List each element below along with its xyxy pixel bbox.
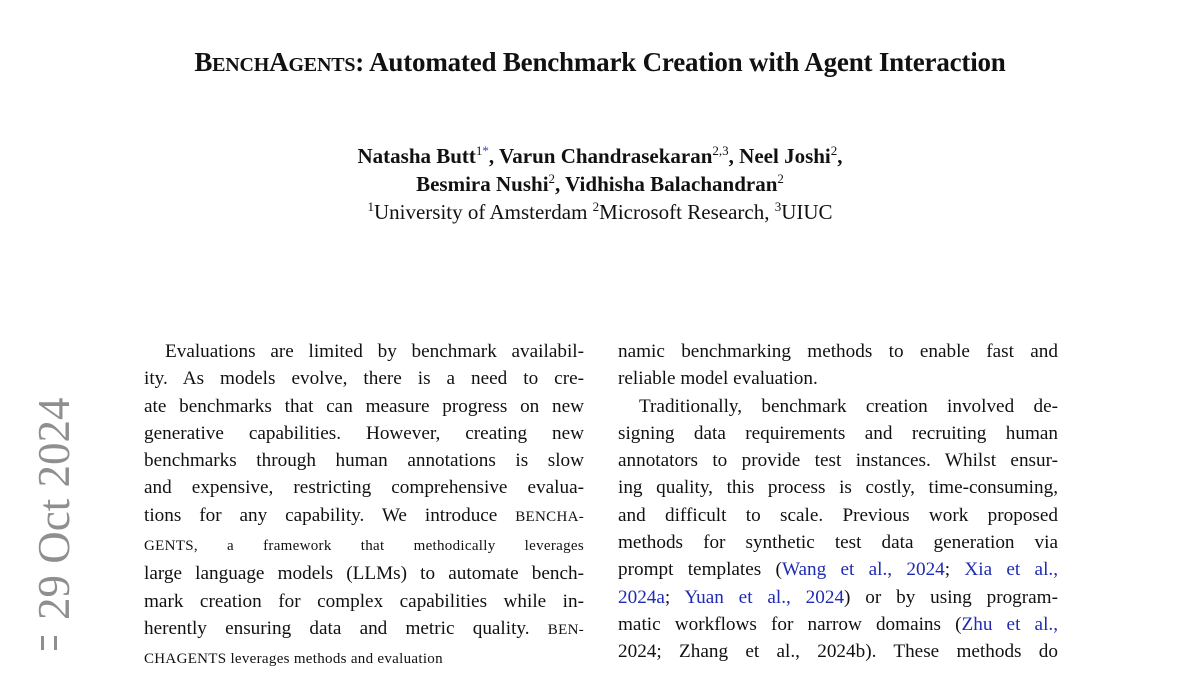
citation-link[interactable]: Yuan et al., 2024 — [684, 586, 845, 608]
text-line: matic workflows for narrow domains (Zhu et al., — [618, 613, 1058, 635]
text-line: GENTS, a framework that methodically leverages — [144, 538, 584, 555]
system-name: BEN- — [547, 621, 584, 638]
text-line: ate benchmarks that can measure progress on new — [144, 395, 584, 417]
citation-link[interactable]: 2024a — [618, 586, 665, 608]
author-name: Vidhisha Balachandran — [565, 172, 778, 196]
text-line: ity. As models evolve, there is a need to cre- — [144, 368, 584, 390]
text-line: annotators to provide test instances. Whilst ensur- — [618, 450, 1058, 472]
text-line: generative capabilities. However, creating new — [144, 422, 584, 444]
abstract-column-left — [144, 338, 584, 674]
author-line-2: Besmira Nushi$^2$, Vidhisha Balachandran$^2$ — [416, 171, 784, 196]
arxiv-date-stamp: 29 Oct 2024 — [29, 397, 79, 620]
text-line: and difficult to scale. Previous work proposed — [618, 504, 1058, 526]
text-line: Traditionally, benchmark creation involved de- — [639, 395, 1058, 417]
text-line: benchmarks through human annotations is slow — [144, 450, 584, 472]
text-line: large language models (LLMs) to automate bench- — [144, 563, 584, 585]
text-line: CHAGENTS leverages methods and evaluation — [144, 651, 443, 668]
text-line: methods for synthetic test data generation via — [618, 532, 1058, 554]
author-name: Varun Chandrasekaran — [499, 144, 713, 168]
citation-link[interactable]: Zhu et al., — [961, 613, 1058, 635]
citation-link[interactable]: Xia et al., — [964, 559, 1058, 581]
author-line-1: Natasha Butt$^{1*}$, Varun Chandrasekaran$^{2,3}$, Neel Joshi$^2$, — [357, 143, 843, 168]
citation-link[interactable]: Wang et al., 2024 — [781, 559, 945, 581]
text-line: ing quality, this process is costly, time-consuming, — [618, 477, 1058, 499]
paper-title: BENCHAGENTS: Automated Benchmark Creation with Agent Interaction — [194, 47, 1006, 77]
text-line: reliable model evaluation. — [618, 368, 818, 390]
system-name: BENCHA- — [515, 508, 584, 525]
text-line: herently ensuring data and metric quality. BEN- — [144, 617, 584, 639]
intro-column-right — [618, 338, 1058, 666]
text-line: prompt templates (Wang et al., 2024; Xia et al., — [618, 559, 1058, 581]
text-line: and expensive, restricting comprehensive evalua- — [144, 477, 584, 499]
text-line: Evaluations are limited by benchmark availabil- — [165, 341, 584, 362]
text-line: signing data requirements and recruiting human — [618, 422, 1058, 444]
author-block — [0, 142, 1200, 226]
text-line: tions for any capability. We introduce BENCHA- — [144, 504, 584, 526]
text-line: mark creation for complex capabilities while in- — [144, 590, 584, 612]
corresponding-author-marker[interactable]: * — [482, 143, 489, 158]
text-line: 2024a; Yuan et al., 2024) or by using program- — [618, 586, 1058, 608]
author-name: Natasha Butt — [357, 144, 476, 168]
text-line: 2024; Zhang et al., 2024b). These methods do — [618, 641, 1058, 663]
affiliations: $^1$University of Amsterdam $^2$Microsoft Research, $^3$UIUC — [367, 199, 833, 224]
author-name: Besmira Nushi — [416, 172, 549, 196]
text-line: namic benchmarking methods to enable fast and — [618, 341, 1058, 362]
arxiv-sidebar — [22, 397, 82, 648]
author-name: Neel Joshi — [739, 144, 831, 168]
